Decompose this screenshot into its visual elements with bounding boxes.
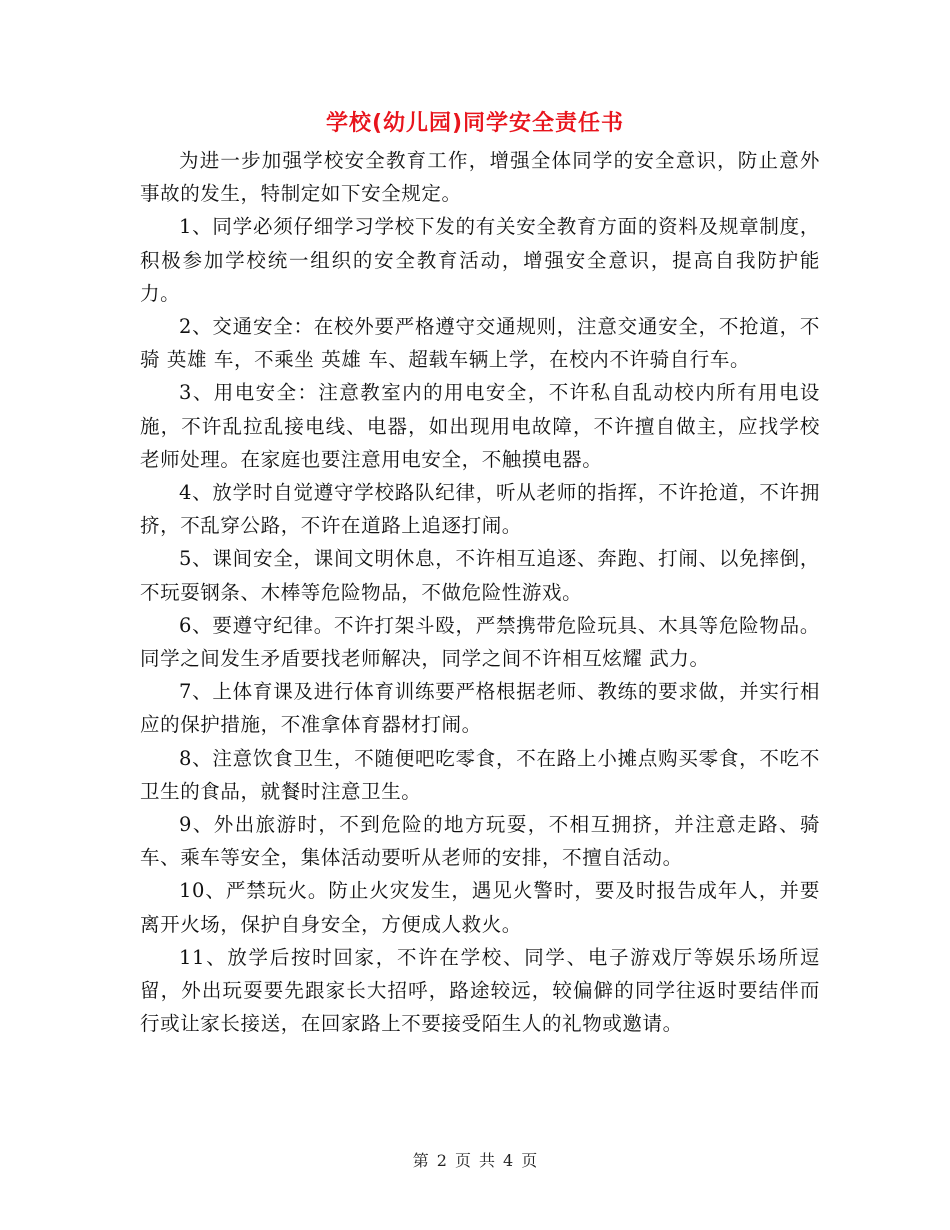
intro-paragraph: 为进一步加强学校安全教育工作，增强全体同学的安全意识，防止意外事故的发生，特制定如下安全规定。 xyxy=(140,149,820,206)
footer-page-word: 页 xyxy=(454,1151,471,1170)
rule-paragraph-10: 10、严禁玩火。防止火灾发生，遇见火警时，要及时报告成年人，并要离开火场，保护自身安全，方便成人救火。 xyxy=(140,879,820,936)
rule-paragraph-11: 11、放学后按时回家，不许在学校、同学、电子游戏厅等娱乐场所逗留，外出玩耍要先跟家长大招呼，路途较远，较偏僻的同学往返时要结伴而行或让家长接送，在回家路上不要接受陌生人的礼物或邀请。 xyxy=(140,945,820,1036)
document-title: 学校(幼儿园)同学安全责任书 xyxy=(325,111,625,136)
rule-paragraph-3: 3、用电安全：注意教室内的用电安全，不许私自乱动校内所有用电设施，不许乱拉乱接电线、电器，如出现用电故障，不许擅自做主，应找学校老师处理。在家庭也要注意用电安全，不触摸电器。 xyxy=(140,381,820,471)
footer-page-total: 4 xyxy=(503,1151,514,1170)
footer-total-suffix: 页 xyxy=(521,1151,538,1170)
rule-paragraph-2: 2、交通安全：在校外要严格遵守交通规则，注意交通安全，不抢道，不骑 英雄 车，不乘坐 英雄 车、超载车辆上学，在校内不许骑自行车。 xyxy=(140,315,820,372)
footer-prefix: 第 xyxy=(412,1151,429,1170)
rule-paragraph-6: 6、要遵守纪律。不许打架斗殴，严禁携带危险玩具、木具等危险物品。同学之间发生矛盾要找老师解决，同学之间不许相互炫耀 武力。 xyxy=(140,613,820,671)
document-body xyxy=(140,144,820,1040)
rule-paragraph-1: 1、同学必须仔细学习学校下发的有关安全教育方面的资料及规章制度，积极参加学校统一组织的安全教育活动，增强安全意识，提高自我防护能力。 xyxy=(140,215,820,305)
page-number-footer xyxy=(0,1148,950,1171)
rule-paragraph-9: 9、外出旅游时，不到危险的地方玩耍，不相互拥挤，并注意走路、骑车、乘车等安全，集体活动要听从老师的安排，不擅自活动。 xyxy=(140,813,820,870)
rule-paragraph-8: 8、注意饮食卫生，不随便吧吃零食，不在路上小摊点购买零食，不吃不卫生的食品，就餐时注意卫生。 xyxy=(140,746,820,803)
rule-paragraph-5: 5、课间安全，课间文明休息，不许相互追逐、奔跑、打闹、以免摔倒，不玩耍钢条、木棒等危险物品，不做危险性游戏。 xyxy=(140,547,820,604)
rule-paragraph-4: 4、放学时自觉遵守学校路队纪律，听从老师的指挥，不许抢道，不许拥挤，不乱穿公路，不许在道路上追逐打闹。 xyxy=(140,481,820,538)
rule-paragraph-7: 7、上体育课及进行体育训练要严格根据老师、教练的要求做，并实行相应的保护措施，不准拿体育器材打闹。 xyxy=(140,680,820,737)
footer-page-current: 2 xyxy=(436,1151,447,1170)
footer-total-prefix: 共 xyxy=(479,1151,496,1170)
